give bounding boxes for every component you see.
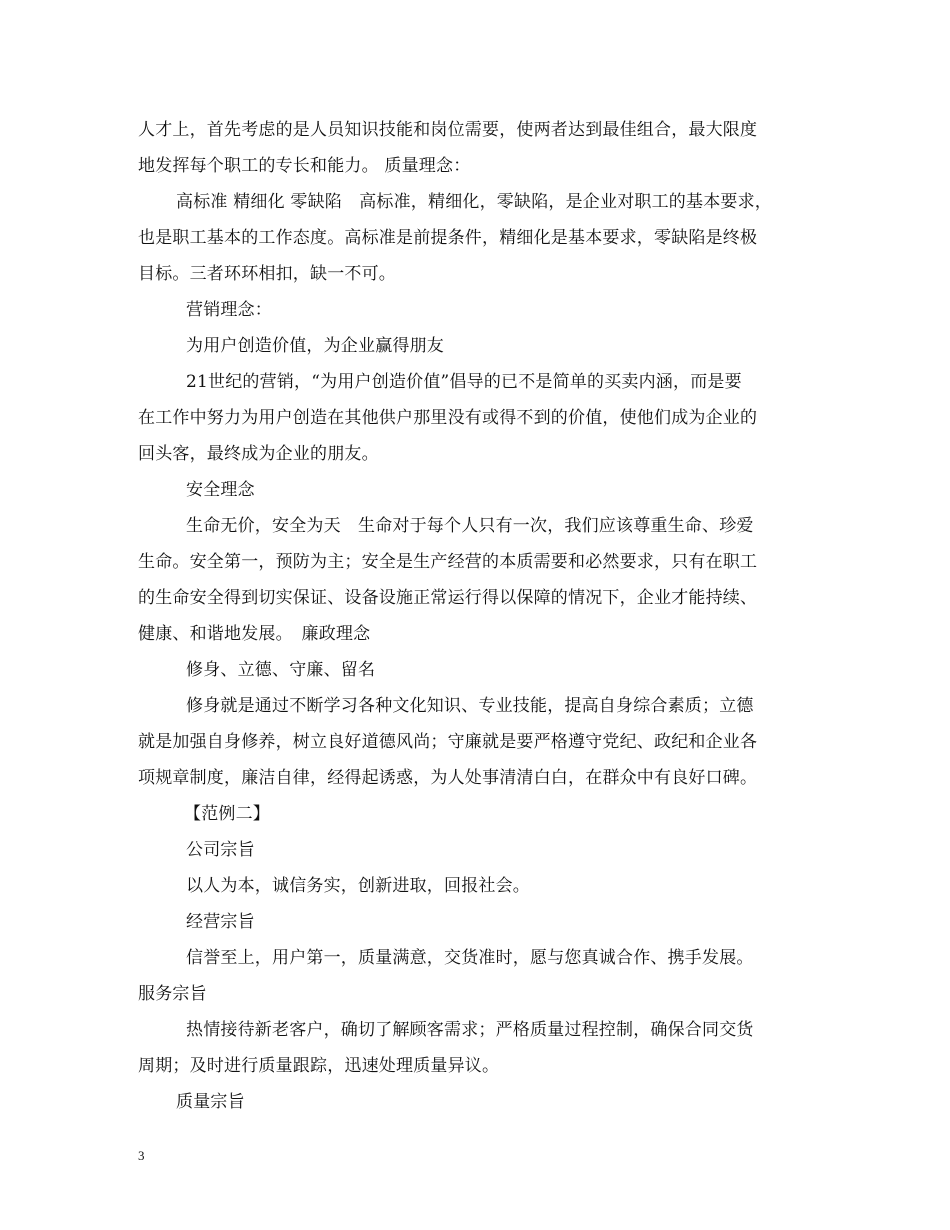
text-line: 为用户创造价值，为企业赢得朋友 bbox=[186, 336, 444, 356]
text-line: 生命。安全第一，预防为主；安全是生产经营的本质需要和必然要求，只有在职工 bbox=[138, 552, 758, 572]
text-line: 目标。三者环环相扣，缺一不可。 bbox=[138, 264, 396, 284]
text-line: 修身就是通过不断学习各种文化知识、专业技能，提高自身综合素质；立德 bbox=[186, 696, 754, 716]
section-heading: 公司宗旨 bbox=[186, 840, 255, 860]
section-heading: 经营宗旨 bbox=[186, 912, 255, 932]
text-line: 在工作中努力为用户创造在其他供户那里没有或得不到的价值，使他们成为企业的 bbox=[138, 408, 758, 428]
text-line: 回头客，最终成为企业的朋友。 bbox=[138, 444, 379, 464]
section-heading: 安全理念 bbox=[186, 480, 255, 500]
text-line: 以人为本，诚信务实，创新进取，回报社会。 bbox=[186, 876, 530, 896]
text-line: 热情接待新老客户，确切了解顾客需求；严格质量过程控制，确保合同交货 bbox=[186, 1020, 754, 1040]
section-heading: 质量宗旨 bbox=[176, 1092, 245, 1112]
text-line: 也是职工基本的工作态度。高标准是前提条件，精细化是基本要求，零缺陷是终极 bbox=[138, 228, 758, 248]
text-line: 的生命安全得到切实保证、设备设施正常运行得以保障的情况下，企业才能持续、 bbox=[138, 588, 758, 608]
text-line: 就是加强自身修养，树立良好道德风尚；守廉就是要严格遵守党纪、政纪和企业各 bbox=[138, 732, 758, 752]
page-number: 3 bbox=[138, 1148, 145, 1163]
text-line: 人才上，首先考虑的是人员知识技能和岗位需要，使两者达到最佳组合，最大限度 bbox=[138, 120, 758, 140]
text-line: 地发挥每个职工的专长和能力。 质量理念： bbox=[138, 156, 471, 176]
example-heading: 【范例二】 bbox=[184, 804, 270, 824]
section-heading: 营销理念： bbox=[186, 300, 272, 320]
text-line: 生命无价，安全为天 生命对于每个人只有一次，我们应该尊重生命、珍爱 bbox=[186, 516, 754, 536]
text-line: 修身、立德、守廉、留名 bbox=[186, 660, 376, 680]
text-line: 健康、和谐地发展。 廉政理念 bbox=[138, 624, 371, 644]
section-heading: 服务宗旨 bbox=[138, 984, 207, 1004]
text-line: 21世纪的营销，“为用户创造价值”倡导的已不是简单的买卖内涵，而是要 bbox=[186, 372, 742, 392]
text-line: 信誉至上，用户第一，质量满意，交货准时，愿与您真诚合作、携手发展。 bbox=[186, 948, 754, 968]
text-line: 高标准 精细化 零缺陷 高标准，精细化，零缺陷，是企业对职工的基本要求， bbox=[176, 192, 773, 212]
text-line: 项规章制度，廉洁自律，经得起诱惑，为人处事清清白白，在群众中有良好口碑。 bbox=[138, 768, 758, 788]
text-line: 周期；及时进行质量跟踪，迅速处理质量异议。 bbox=[138, 1056, 500, 1076]
